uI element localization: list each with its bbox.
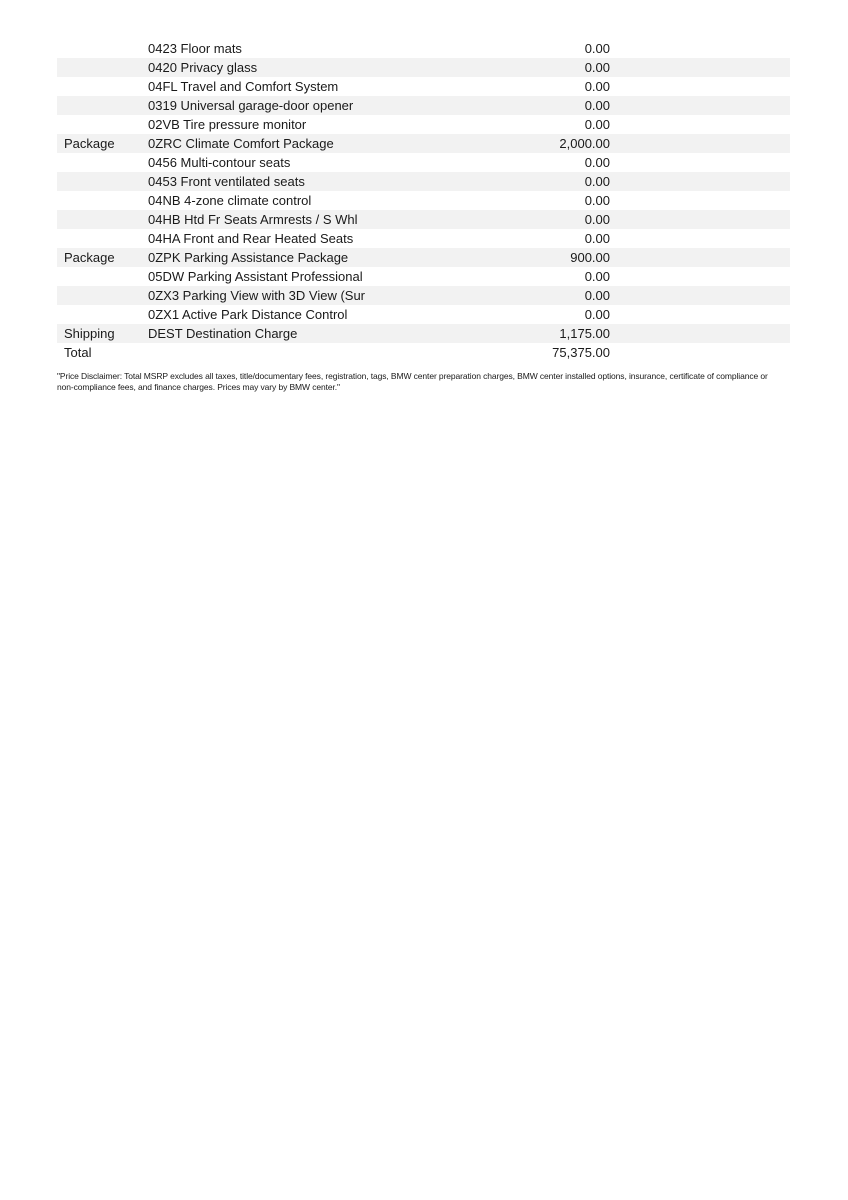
table-row xyxy=(57,210,790,229)
table-row xyxy=(57,115,790,134)
row-price-value: 0.00 xyxy=(584,60,610,75)
row-option-description: 05DW Parking Assistant Professional xyxy=(148,269,363,284)
row-price-value: 0.00 xyxy=(584,174,610,189)
row-price-value: 0.00 xyxy=(584,307,610,322)
row-price-value: 0.00 xyxy=(584,193,610,208)
table-row xyxy=(57,229,790,248)
table-row xyxy=(57,134,790,153)
row-option-description: 0ZX1 Active Park Distance Control xyxy=(148,307,348,322)
row-category-label: Total xyxy=(64,345,92,360)
row-price-value: 0.00 xyxy=(584,231,610,246)
row-option-description: 0ZRC Climate Comfort Package xyxy=(148,136,334,151)
table-row xyxy=(57,267,790,286)
row-price-value: 0.00 xyxy=(584,117,610,132)
table-row xyxy=(57,77,790,96)
row-option-description: 02VB Tire pressure monitor xyxy=(148,117,307,132)
table-row xyxy=(57,324,790,343)
row-option-description: 0ZPK Parking Assistance Package xyxy=(148,250,349,265)
table-row xyxy=(57,343,790,362)
price-disclaimer-text: "Price Disclaimer: Total MSRP excludes all taxes, title/documentary fees, registration, tags, BMW center preparation charges, BMW center installed options, insurance, certificate of compliance or non-compliance fees, and finance charges. Prices may vary by BMW center." xyxy=(57,371,768,392)
row-price-value: 1,175.00 xyxy=(559,326,610,341)
row-option-description: 04NB 4-zone climate control xyxy=(148,193,312,208)
table-row xyxy=(57,58,790,77)
row-option-description: 04HA Front and Rear Heated Seats xyxy=(148,231,354,246)
table-row xyxy=(57,305,790,324)
row-price-value: 0.00 xyxy=(584,79,610,94)
row-category-label: Package xyxy=(64,136,115,151)
row-option-description: 04HB Htd Fr Seats Armrests / S Whl xyxy=(148,212,358,227)
row-price-value: 0.00 xyxy=(584,212,610,227)
row-option-description: 0319 Universal garage-door opener xyxy=(148,98,354,113)
row-category-label: Shipping xyxy=(64,326,115,341)
row-category-label: Package xyxy=(64,250,115,265)
row-price-value: 0.00 xyxy=(584,155,610,170)
row-price-value: 0.00 xyxy=(584,41,610,56)
row-option-description: DEST Destination Charge xyxy=(148,326,298,341)
row-option-description: 04FL Travel and Comfort System xyxy=(148,79,339,94)
row-option-description: 0420 Privacy glass xyxy=(148,60,258,75)
row-price-value: 0.00 xyxy=(584,288,610,303)
table-row xyxy=(57,153,790,172)
row-price-value: 0.00 xyxy=(584,269,610,284)
row-price-value: 0.00 xyxy=(584,98,610,113)
row-option-description: 0456 Multi-contour seats xyxy=(148,155,291,170)
vehicle-options-table xyxy=(57,39,790,362)
row-price-value: 75,375.00 xyxy=(552,345,610,360)
table-row xyxy=(57,172,790,191)
row-price-value: 900.00 xyxy=(570,250,610,265)
table-row xyxy=(57,286,790,305)
row-option-description: 0423 Floor mats xyxy=(148,41,242,56)
row-option-description: 0453 Front ventilated seats xyxy=(148,174,305,189)
table-row xyxy=(57,191,790,210)
row-option-description: 0ZX3 Parking View with 3D View (Sur xyxy=(148,288,366,303)
table-row xyxy=(57,96,790,115)
row-price-value: 2,000.00 xyxy=(559,136,610,151)
table-row xyxy=(57,39,790,58)
table-row xyxy=(57,248,790,267)
